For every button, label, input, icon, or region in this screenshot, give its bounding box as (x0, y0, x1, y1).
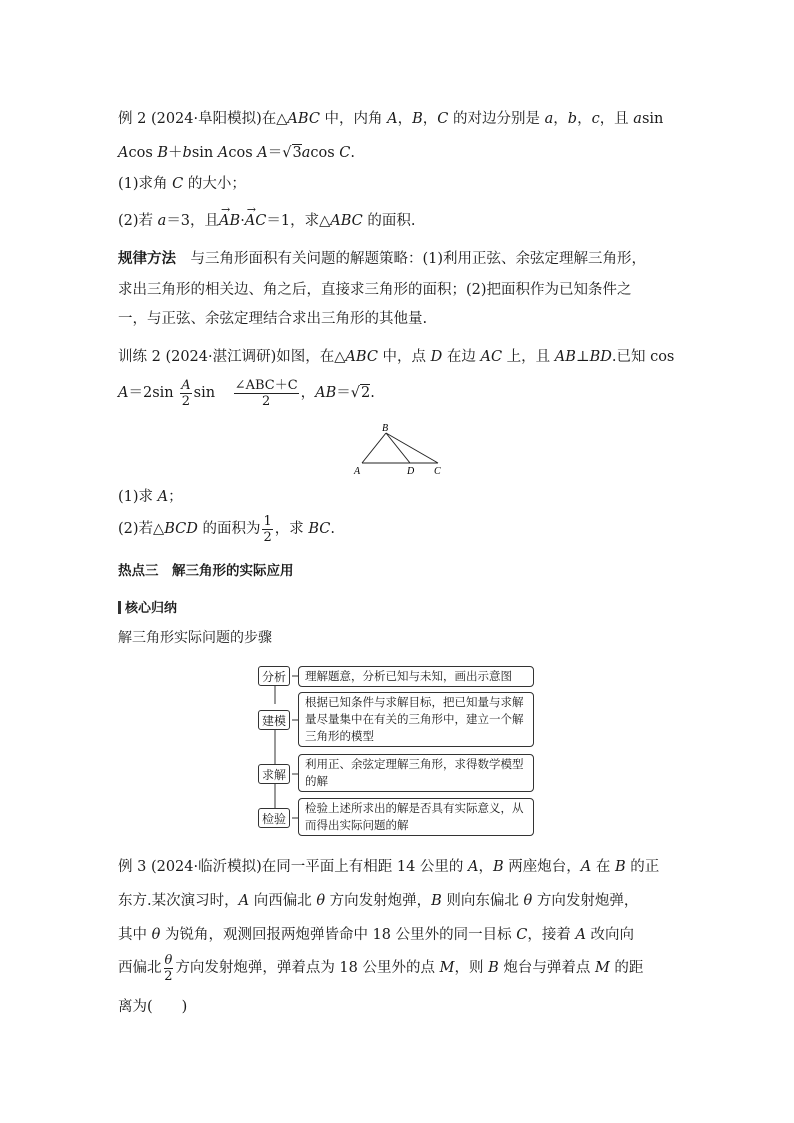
text: 与三角形面积有关问题的解题策略：(1)利用正弦、余弦定理解三角形， (176, 251, 647, 267)
var: D (430, 349, 443, 365)
text: 的对边分别是 (448, 111, 545, 127)
text: . (330, 521, 335, 537)
text: ，且 (599, 111, 634, 127)
text: cos (228, 145, 258, 161)
text: 其中 (118, 927, 152, 943)
numerator: ∠ABC＋C (234, 377, 298, 393)
text: sin (191, 145, 218, 161)
flow-step-solve-label: 求解 (258, 764, 290, 784)
steps-subtitle: 解三角形实际问题的步骤 (118, 630, 272, 646)
core-summary-tag (118, 597, 177, 616)
var: θ (151, 927, 161, 943)
var: B (493, 859, 504, 875)
text: · (240, 213, 245, 229)
label-C: C (434, 466, 441, 477)
text: 的大小； (183, 176, 246, 192)
text: ＝1，求△ (266, 213, 331, 229)
text: 中，点 (377, 349, 431, 365)
text: 中，内角 (319, 111, 388, 127)
text: ， (553, 111, 568, 127)
side-AB (362, 433, 386, 463)
var: a (544, 111, 554, 127)
sqrt-sign: √ (350, 385, 361, 401)
var: A (575, 927, 586, 943)
text: cos (128, 145, 158, 161)
training-2-line-2 (118, 376, 375, 410)
text: ＝ (267, 145, 283, 161)
var: a (157, 213, 167, 229)
text: 的面积. (362, 213, 416, 229)
var: A (468, 859, 479, 875)
text: 东方.某次演习时， (118, 893, 239, 909)
var: A (580, 859, 592, 875)
sqrt-sign: √ (282, 145, 292, 161)
var: A (118, 145, 129, 161)
example-2-line-1 (118, 109, 663, 129)
text: 西偏北 (118, 960, 162, 976)
text: ，求 (274, 521, 309, 537)
var: AC (480, 349, 503, 365)
text: 方向发射炮弹，弹着点为 18 公里外的点 (175, 960, 440, 976)
example-3-line-2 (118, 891, 638, 911)
numerator: A (181, 377, 191, 393)
var: B (431, 893, 442, 909)
var: C (339, 145, 351, 161)
text: 则向东偏北 (441, 893, 524, 909)
label-D: D (407, 466, 415, 477)
text: 例 3 (2024·临沂模拟)在同一平面上有相距 14 公里的 (118, 859, 469, 875)
vector-AB: → AB (219, 211, 240, 231)
text: 炮台与弹着点 (498, 960, 595, 976)
text: ； (168, 489, 183, 505)
sqrt-arg: 3 (292, 145, 302, 161)
text: ， (397, 111, 413, 127)
var: θ (316, 893, 326, 909)
segment-BD (386, 433, 410, 463)
flow-step-verify-text: 检验上述所求出的解是否具有实际意义，从而得出实际问题的解 (298, 798, 534, 836)
text: sin (641, 111, 664, 127)
var: C (172, 176, 184, 192)
text: 方向发射炮弹， (532, 893, 639, 909)
var: B (157, 145, 169, 161)
var: C (437, 111, 449, 127)
text: (2)若△ (118, 521, 165, 537)
text: 为锐角，观测回报两炮弹皆命中 18 公里外的同一目标 (160, 927, 517, 943)
method-line-2: 求出三角形的相关边、角之后，直接求三角形的面积；(2)把面积作为已知条件之 (118, 282, 632, 298)
text: ＝ (336, 385, 351, 401)
text: ，则 (454, 960, 489, 976)
training-2-question-1 (118, 487, 183, 507)
text: 向西偏北 (249, 893, 317, 909)
vector-AC: → AC (245, 211, 267, 231)
text: sin (193, 385, 216, 401)
text: 上，且 (502, 349, 555, 365)
fraction-one-half (262, 514, 272, 545)
training-2-line-1 (118, 347, 674, 367)
fraction-angle-sum (234, 378, 299, 409)
text: ＝3，且 (166, 213, 220, 229)
text: .已知 cos (611, 349, 675, 365)
sqrt-arg: 2 (361, 385, 371, 401)
denominator: 2 (262, 393, 271, 409)
text: ， (478, 859, 494, 875)
var: C (516, 927, 528, 943)
label-A: A (354, 466, 361, 477)
flow-step-model-text: 根据已知条件与求解目标，把已知量与求解量尽量集中在有关的三角形中，建立一个解三角形的模型 (298, 692, 534, 747)
fraction-A-over-2 (180, 378, 191, 409)
training-2-question-2 (118, 512, 335, 546)
text: 的面积为 (197, 521, 261, 537)
numerator: 1 (263, 513, 272, 529)
var: ABC (287, 111, 320, 127)
var: B (488, 960, 499, 976)
text: ⊥ (575, 349, 590, 365)
text: . (370, 385, 375, 401)
var: M (439, 960, 455, 976)
text: 的正 (625, 859, 660, 875)
var: A (257, 145, 268, 161)
text: 训练 2 (2024·湛江调研)如图，在△ (118, 349, 346, 365)
var: B (615, 859, 626, 875)
flow-step-solve-text: 利用正、余弦定理解三角形，求得数学模型的解 (298, 754, 534, 792)
var: a (633, 111, 642, 127)
text: (1)求角 (118, 176, 173, 192)
triangle-figure (348, 422, 448, 478)
var: BD (589, 349, 612, 365)
var: AB (554, 349, 576, 365)
flow-step-model-label: 建模 (258, 710, 290, 730)
var: M (594, 960, 610, 976)
example-2-line-2 (118, 143, 355, 163)
var: B (412, 111, 423, 127)
text: 方向发射炮弹， (325, 893, 432, 909)
var: A (387, 111, 398, 127)
var: b (567, 111, 578, 127)
flow-step-verify-label: 检验 (258, 808, 290, 828)
example-3-line-3 (118, 925, 634, 945)
denominator: 2 (164, 968, 173, 984)
denominator: 2 (263, 529, 272, 545)
var: θ (523, 893, 533, 909)
var: b (182, 145, 192, 161)
example-3-line-5: 离为( ) (118, 999, 188, 1015)
var: BC (308, 521, 331, 537)
text: (2)若 (118, 213, 158, 229)
text: 在 (591, 859, 615, 875)
numerator: θ (164, 952, 173, 968)
var: ABC (330, 213, 363, 229)
fraction-theta-over-2 (164, 953, 174, 984)
example-3-line-1 (118, 857, 659, 877)
var: A (157, 489, 169, 505)
hotspot-3-title: 热点三 解三角形的实际应用 (118, 563, 294, 579)
flow-step-analyze-text: 理解题意，分析已知与未知，画出示意图 (298, 666, 534, 687)
var: ABC (345, 349, 378, 365)
var: AB (315, 385, 337, 401)
text: ＝2sin (128, 385, 174, 401)
method-line-1 (118, 249, 646, 269)
text: 改向向 (585, 927, 635, 943)
var: A (217, 145, 229, 161)
example-2-question-1 (118, 174, 246, 194)
text: 两座炮台， (503, 859, 581, 875)
denominator: 2 (181, 393, 191, 409)
text: ， (300, 385, 316, 401)
var: c (591, 111, 600, 127)
text: 核心归纳 (125, 601, 178, 616)
text: 在边 (442, 349, 481, 365)
text: . (350, 145, 356, 161)
example-2-question-2 (118, 211, 415, 231)
label-B: B (382, 423, 389, 434)
text: ， (577, 111, 592, 127)
flow-step-analyze-label: 分析 (258, 666, 290, 686)
text: 的距 (609, 960, 644, 976)
var: A (238, 893, 250, 909)
example-3-line-4 (118, 950, 643, 986)
method-title: 规律方法 (118, 250, 176, 267)
var: BCD (164, 521, 198, 537)
text: ， (422, 111, 438, 127)
text: cos (310, 145, 340, 161)
method-line-3: 一，与正弦、余弦定理结合求出三角形的其他量. (118, 311, 428, 327)
text: 例 2 (2024·阜阳模拟)在△ (118, 111, 288, 127)
var: A (118, 385, 129, 401)
text: ，接着 (527, 927, 576, 943)
var: a (301, 145, 311, 161)
text: ＋ (168, 145, 183, 161)
text: (1)求 (118, 489, 158, 505)
side-BC (386, 433, 438, 463)
